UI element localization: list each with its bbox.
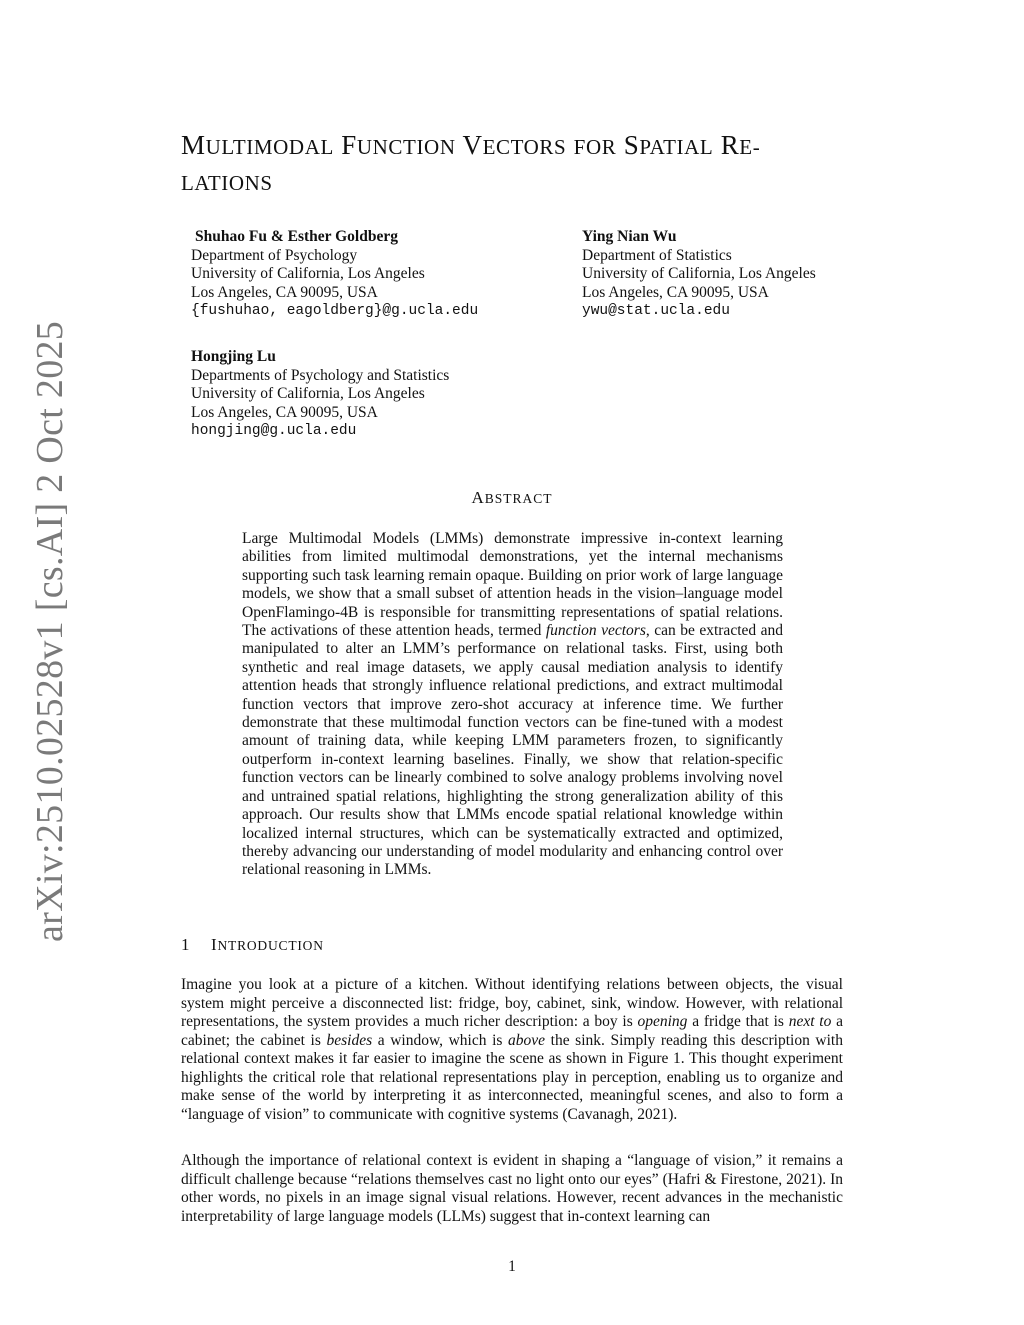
author-block-lu — [191, 348, 449, 441]
author-email[interactable]: hongjing@g.ucla.edu — [191, 423, 357, 440]
abstract-text: Large Multimodal Models (LMMs) demonstrate impressive in-context learning abilities from limited multimodal demonstrations, yet the internal mechanisms supporting such task learning remain opaque. Building on prior work of large language models, we show that a small subset of attention heads in the vision–language model OpenFlamingo-4B is responsible for transmitting representations of spatial relations. The activations of these attention heads, termed function vectors, can be extracted and manipulated to alter an LMM’s performance on relational tasks. First, using both synthetic and real image datasets, we apply causal mediation analysis to identify attention heads that strongly influence relational predictions, and extract multimodal function vectors that improve zero-shot accuracy at inference time. We further demonstrate that these multimodal function vectors can be fine-tuned with a modest amount of training data, while keeping LMM parameters frozen, to significantly outperform in-context learning baselines. Finally, we show that relation-specific function vectors can be linearly combined to solve analogy problems involving novel and untrained spatial relations, highlighting the strong generalization ability of this approach. Our results show that LMMs encode spatial relational knowledge within localized internal structures, which can be systematically extracted and optimized, thereby advancing our understanding of model modularity and enhancing control over relational reasoning in LMMs. — [242, 530, 783, 879]
author-address: Los Angeles, CA 90095, USA — [191, 283, 378, 301]
author-name: Ying Nian Wu — [582, 228, 677, 245]
section-heading-introduction: 1 INTRODUCTION — [181, 935, 324, 954]
author-email[interactable]: {fushuhao, eagoldberg}@g.ucla.edu — [191, 303, 479, 320]
section-number: 1 — [181, 935, 191, 954]
author-block-wu — [582, 228, 816, 321]
author-name: Hongjing Lu — [191, 348, 276, 365]
arxiv-identifier: arXiv:2510.02528v1 [cs.AI] 2 Oct 2025 — [29, 320, 71, 942]
author-department: Department of Statistics — [582, 246, 732, 264]
author-department: Departments of Psychology and Statistics — [191, 366, 450, 384]
author-address: Los Angeles, CA 90095, USA — [191, 403, 378, 421]
page-number: 1 — [508, 1258, 516, 1275]
author-university: University of California, Los Angeles — [582, 265, 816, 283]
author-name: Shuhao Fu & Esther Goldberg — [195, 228, 398, 245]
author-university: University of California, Los Angeles — [191, 385, 425, 403]
intro-paragraph-1: Imagine you look at a picture of a kitchen. Without identifying relations between objects, the visual system might perceive a disconnected list: fridge, boy, cabinet, sink, window. However, with relational representations, the system provides a much richer description: a boy is opening a fridge that is next to a cabinet; the cabinet is besides a window, which is above the sink. Simply reading this description with relational context makes it far easier to imagine the scene as shown in Figure 1. This thought experiment highlights the critical role that relational representations play in perception, enabling us to organize and make sense of the world by interpreting it as interconnected, meaningful scenes, and also to form a “language of vision” to communicate with cognitive systems (Cavanagh, 2021). — [181, 976, 843, 1123]
paper-title: MULTIMODAL FUNCTION VECTORS FOR SPATIAL RE- LATIONS — [181, 130, 761, 195]
author-block-fu-goldberg — [191, 228, 478, 321]
author-university: University of California, Los Angeles — [191, 265, 425, 283]
abstract-heading: ABSTRACT — [471, 488, 553, 507]
author-department: Department of Psychology — [191, 246, 358, 264]
author-address: Los Angeles, CA 90095, USA — [582, 283, 769, 301]
author-email[interactable]: ywu@stat.ucla.edu — [582, 303, 730, 320]
intro-paragraph-2: Although the importance of relational context is evident in shaping a “language of vision,” it remains a difficult challenge because “relations themselves cast no light onto our eyes” (Hafri & Firestone, 2021). In other words, no pixels in an image signal visual relations. However, recent advances in the mechanistic interpretability of large language models (LLMs) suggest that in-context learning can — [181, 1152, 843, 1225]
